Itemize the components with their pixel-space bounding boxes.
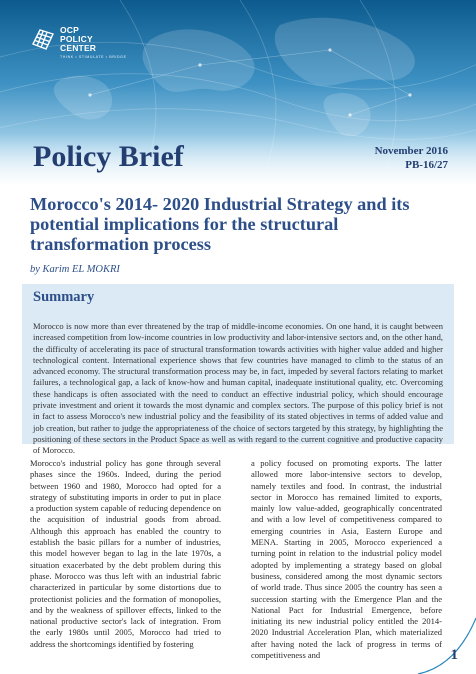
logo-line-3: CENTER — [60, 43, 97, 53]
logo-wordmark — [60, 26, 96, 53]
summary-box — [22, 284, 454, 456]
issue-number: PB-16/27 — [405, 159, 448, 171]
author-byline: by Karim EL MOKRI — [30, 264, 120, 275]
body-column-left: Morocco's industrial policy has gone through several phases since the 1960s. Indeed, during the period between 1960 and 1980, Morocco had opted for a strategy of substituting imports in order to put in place a production system capable of reducing dependence on the acquisition of industrial goods from abroad. Although this approach has enabled the country to establish the basic pillars for a number of industries, this model however began to lag in the late 1970s, a situation exacerbated by the debt problem during this phase. Morocco was thus left with an industrial fabric characterized in particular by some distortions due to protectionist policies and the formation of monopolies, and by the weakness of spillover effects, linked to the national productive sector's lack of integration. From the early 1980s until 2005, Morocco had tried to address the shortcomings identified by fostering — [30, 458, 221, 649]
document-title: Morocco's 2014- 2020 Industrial Strategy and its potential implications for the structural transformation process — [30, 194, 410, 254]
logo-tagline: THINK • STIMULATE • BRIDGE — [60, 55, 127, 59]
corner-arc-decoration — [416, 614, 476, 674]
logo-line-2: POLICY — [60, 34, 93, 44]
summary-text: Morocco is now more than ever threatened by the trap of middle-income economies. On one hand, it is caught between increased competition from low-income countries in low productivity and labor-intensive sectors and, on the other hand, the difficulty of accelerating its pace of structural transformation towards activities with higher value added and higher technological content. International experience shows that few countries have managed to climb to the status of an advanced economy. The structural transformation process may be, in fact, impeded by several factors relating to market failures, a technological gap, a lack of know-how and human capital, inadequate institutional quality, etc. Overcoming these handicaps is often associated with the need to conduct an effective industrial policy, which should encourage private investment and orient it towards the most dynamic and complex sectors. The purpose of this policy brief is not in fact to assess Morocco's new industrial policy and the feasibility of its stated objectives in terms of added value and job creation, but rather to judge the appropriateness of the choice of sectors targeted by this strategy, by highlighting the positioning of these sectors in the Product Space as well as with regard to the current cognitive and productive capacity of Morocco. — [33, 321, 443, 456]
page-number: 1 — [450, 647, 458, 663]
header-banner — [0, 0, 476, 185]
body-column-right: a policy focused on promoting exports. The latter allowed more labor-intensive sectors to develop, namely textiles and food. In contrast, the industrial sector in Morocco has remained limited to exports, mainly low value-added, geographically concentrated and with a low level of competitiveness compared to emerging countries in Asia, Eastern Europe and MENA. Starting in 2005, Morocco experienced a turning point in relation to the industrial policy model adopted by implementing a strategy based on global business, considered among the most dynamic sectors of world trade. Thus since 2005 the country has seen a succession starting with the Emergence Plan and the National Pact for Industrial Emergence, before initiating its new industrial policy entitled the 2014-2020 Industrial Acceleration Plan, which materialized after having noted the lack of progress in terms of competitiveness and — [251, 458, 442, 661]
policy-brief-title: Policy Brief — [33, 140, 184, 173]
ocp-policy-center-logo — [30, 22, 127, 68]
logo-line-1: OCP — [60, 25, 80, 35]
issue-info — [375, 144, 448, 172]
issue-date: November 2016 — [374, 145, 448, 157]
globe-grid-icon — [30, 26, 56, 52]
summary-heading: Summary — [33, 289, 95, 305]
